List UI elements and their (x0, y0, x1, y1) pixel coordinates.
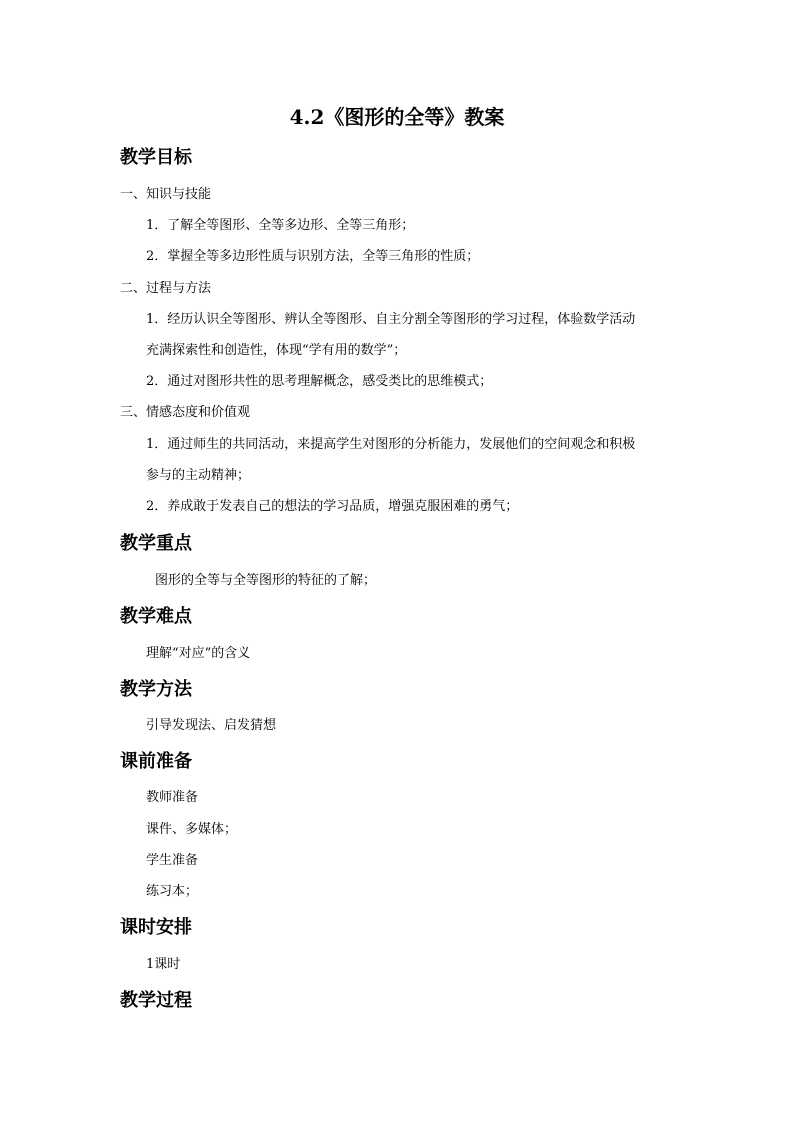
preparation-student-items: 练习本； (146, 884, 199, 899)
attitude-item-2: 2．养成敢于发表自己的想法的学习品质，增强克服困难的勇气； (146, 499, 519, 514)
knowledge-item-1: 1．了解全等图形、全等多边形、全等三角形； (146, 218, 415, 233)
methods-text: 引导发现法、启发猜想 (146, 718, 277, 733)
schedule-text: 1课时 (146, 957, 181, 972)
attitude-item-1-line-2: 参与的主动精神； (146, 468, 251, 483)
process-item-2: 2．通过对图形共性的思考理解概念，感受类比的思维模式； (146, 374, 493, 389)
heading-objectives: 教学目标 (120, 147, 192, 168)
attitude-item-1-line-1: 1．通过师生的共同活动，来提高学生对图形的分析能力，发展他们的空间观念和积极 (146, 437, 636, 452)
process-methods-label: 二、过程与方法 (120, 281, 212, 296)
process-item-1-line-1: 1．经历认识全等图形、辨认全等图形、自主分割全等图形的学习过程，体验数学活动 (146, 312, 636, 327)
knowledge-item-2: 2．掌握全等多边形性质与识别方法，全等三角形的性质； (146, 249, 480, 264)
knowledge-skills-label: 一、知识与技能 (120, 187, 212, 202)
preparation-teacher-items: 课件、多媒体； (146, 822, 238, 837)
heading-difficulties: 教学难点 (120, 606, 192, 627)
heading-procedure: 教学过程 (120, 990, 192, 1011)
preparation-teacher-label: 教师准备 (146, 790, 199, 805)
heading-key-points: 教学重点 (120, 533, 192, 554)
difficulties-text: 理解“对应”的含义 (146, 646, 251, 661)
key-points-text: 图形的全等与全等图形的特征的了解； (155, 573, 377, 588)
process-item-1-line-2: 充满探索性和创造性，体现“学有用的数学”； (146, 343, 407, 358)
heading-preparation: 课前准备 (120, 751, 192, 772)
document-title: 4.2《图形的全等》教案 (289, 105, 505, 129)
heading-schedule: 课时安排 (120, 917, 192, 938)
attitude-values-label: 三、情感态度和价值观 (120, 405, 251, 420)
heading-methods: 教学方法 (120, 679, 192, 700)
preparation-student-label: 学生准备 (146, 853, 199, 868)
